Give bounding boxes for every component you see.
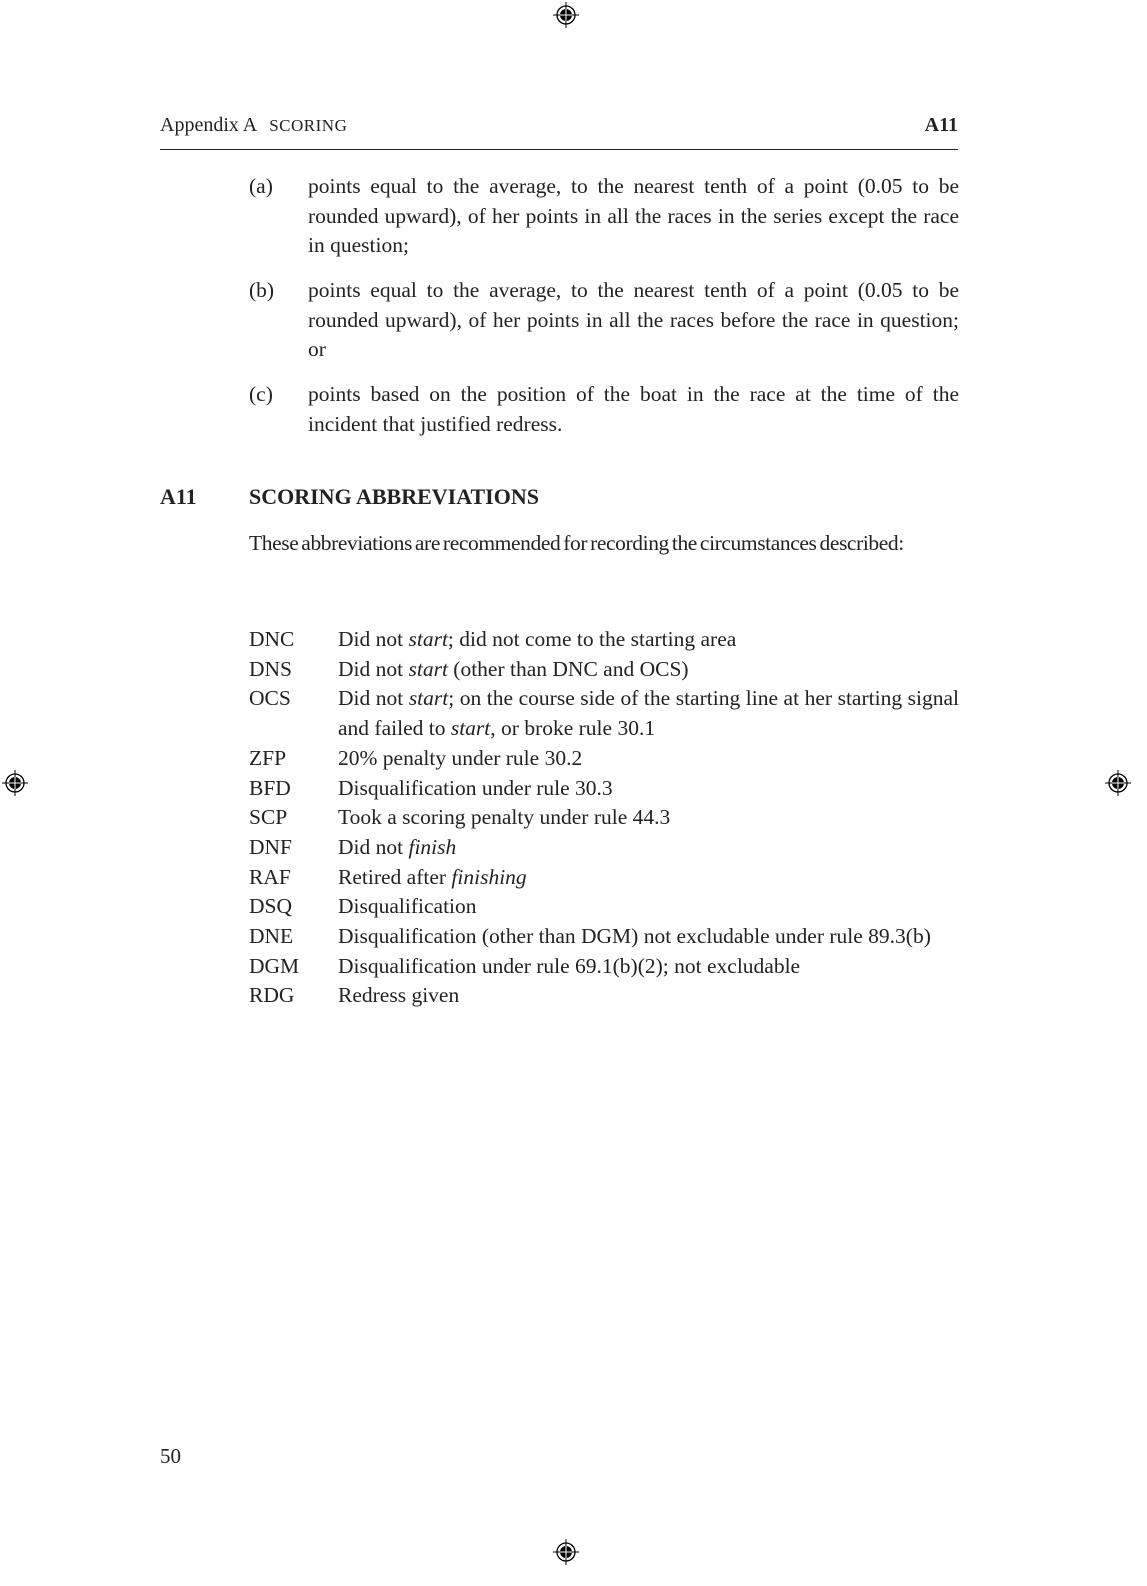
abbreviation-code: DNS [249, 656, 293, 681]
abbreviation-row [249, 625, 959, 655]
description-text: Took a scoring penalty under rule 44.3 [338, 805, 671, 830]
abbreviation-code: ZFP [249, 745, 287, 770]
abbreviation-row [249, 981, 959, 1011]
abbreviation-row [249, 803, 959, 833]
abbreviation-description [338, 744, 959, 774]
description-text: Disqualification (other than DGM) not excludable under rule 89.3(b) [338, 924, 931, 949]
defined-term: finish [408, 834, 457, 859]
description-text: Redress given [338, 983, 460, 1008]
abbreviation-description [338, 625, 959, 655]
abbreviation-row [249, 952, 959, 982]
list-item [249, 380, 959, 439]
abbreviation-code: BFD [249, 775, 291, 800]
list-item [249, 172, 959, 261]
registration-mark-icon [1105, 770, 1131, 796]
abbreviation-code: DNC [249, 627, 295, 651]
page-number: 50 [160, 1444, 181, 1468]
abbreviation-code: DNF [249, 834, 293, 859]
defined-term: start [408, 656, 448, 681]
section-title: SCORING ABBREVIATIONS [249, 484, 539, 509]
description-text: , or broke rule 30.1 [490, 716, 656, 741]
description-text: ; on the course side of the starting line at her starting signal and failed to [338, 686, 959, 741]
abbreviation-code: RAF [249, 864, 291, 889]
header-section: Appendix A [160, 114, 258, 136]
abbreviation-row [249, 922, 959, 952]
abbreviation-row [249, 684, 959, 743]
abbreviation-code: DGM [249, 953, 300, 978]
section-number: A11 [160, 484, 197, 509]
registration-mark-icon [553, 2, 579, 28]
description-text: Disqualification under rule 69.1(b)(2); not excludable [338, 953, 801, 978]
item-text: points equal to the average, to the nearest tenth of a point (0.05 to be rounded upward), of her points in all the races before the race in question; or [308, 278, 959, 361]
abbreviation-code: DNE [249, 924, 294, 949]
description-text: Retired after [338, 864, 452, 889]
defined-term: start [450, 716, 491, 741]
abbreviation-row [249, 655, 959, 685]
abbreviation-row [249, 833, 959, 863]
abbreviation-row [249, 744, 959, 774]
running-header [160, 114, 958, 137]
description-text: Disqualification under rule 30.3 [338, 775, 613, 800]
item-label: (c) [249, 382, 273, 406]
abbreviation-description [338, 655, 959, 685]
defined-term: start [408, 627, 448, 651]
abbreviation-description [338, 952, 959, 982]
section-intro: These abbreviations are recommended for recording the circumstances described: [249, 531, 904, 555]
abbreviation-description [338, 774, 959, 804]
abbreviation-description [338, 863, 959, 893]
description-text: Did not [338, 627, 409, 651]
item-label: (b) [249, 278, 275, 302]
abbreviation-description [338, 922, 959, 952]
abbreviation-description [338, 684, 959, 743]
defined-term: finishing [451, 864, 527, 889]
header-rule [160, 149, 958, 150]
item-text: points based on the position of the boat in the race at the time of the incident that justified redress. [308, 382, 959, 436]
abbreviation-description [338, 892, 959, 922]
abbreviation-row [249, 892, 959, 922]
header-rule-number: A11 [924, 114, 958, 136]
description-text: (other than DNC and OCS) [447, 656, 689, 681]
abbreviation-row [249, 863, 959, 893]
abbreviation-list [249, 625, 959, 1011]
abbreviation-description [338, 803, 959, 833]
item-text: points equal to the average, to the nearest tenth of a point (0.05 to be rounded upward), of her points in all the races in the series except the race in question; [308, 174, 959, 257]
list-item [249, 276, 959, 365]
abbreviation-code: RDG [249, 983, 295, 1008]
abbreviation-code: OCS [249, 686, 291, 711]
defined-term: start [408, 686, 449, 711]
description-text: 20% penalty under rule 30.2 [338, 745, 583, 770]
description-text: Disqualification [338, 894, 477, 919]
description-text: Did not [338, 656, 409, 681]
item-label: (a) [249, 174, 273, 198]
section-heading [160, 484, 539, 510]
description-text: ; did not come to the starting area [447, 627, 737, 651]
registration-mark-icon [553, 1539, 579, 1565]
abbreviation-row [249, 774, 959, 804]
abbreviation-code: SCP [249, 805, 288, 830]
header-title: SCORING [269, 116, 348, 135]
registration-mark-icon [2, 770, 28, 796]
abbreviation-description [338, 833, 959, 863]
description-text: Did not [338, 834, 409, 859]
description-text: Did not [338, 686, 409, 711]
abbreviation-description [338, 981, 959, 1011]
abbreviation-code: DSQ [249, 894, 293, 919]
